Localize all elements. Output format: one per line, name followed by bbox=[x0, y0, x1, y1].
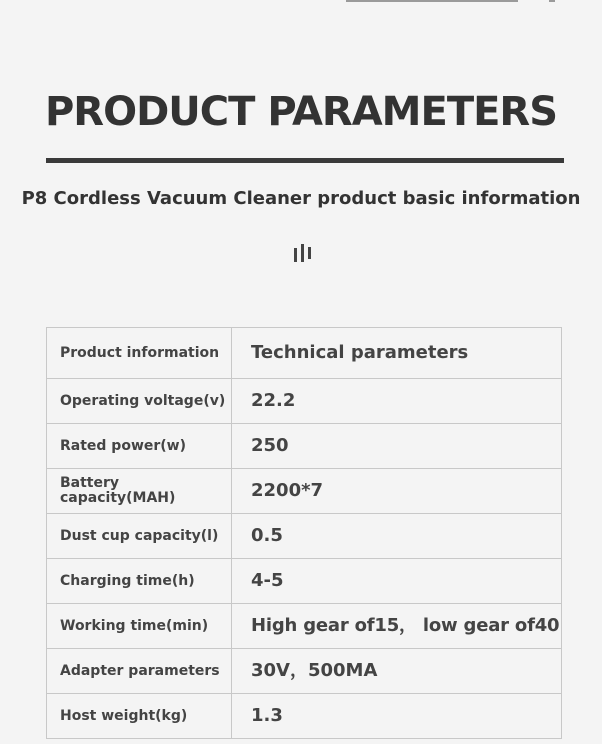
table-header-row bbox=[47, 328, 562, 379]
row-value: 1.3 bbox=[232, 694, 562, 739]
row-label: Working time(min) bbox=[47, 604, 232, 649]
table-row bbox=[47, 649, 562, 694]
row-value: 4-5 bbox=[232, 559, 562, 604]
top-cut-text-remnant bbox=[0, 0, 602, 4]
table-row bbox=[47, 559, 562, 604]
row-label: Host weight(kg) bbox=[47, 694, 232, 739]
column-header-technical-parameters: Technical parameters bbox=[232, 328, 562, 379]
spec-table bbox=[46, 327, 562, 739]
row-label: Operating voltage(v) bbox=[47, 379, 232, 424]
row-label: Charging time(h) bbox=[47, 559, 232, 604]
cut-off-line bbox=[346, 0, 518, 2]
table-row bbox=[47, 424, 562, 469]
row-label: Rated power(w) bbox=[47, 424, 232, 469]
row-value: 22.2 bbox=[232, 379, 562, 424]
decorative-bars-icon bbox=[294, 244, 318, 262]
row-value: High gear of15， low gear of40 bbox=[232, 604, 562, 649]
cut-off-mark bbox=[549, 0, 555, 2]
table-row bbox=[47, 469, 562, 514]
table-row bbox=[47, 604, 562, 649]
row-label: Dust cup capacity(l) bbox=[47, 514, 232, 559]
row-value: 0.5 bbox=[232, 514, 562, 559]
table-row bbox=[47, 514, 562, 559]
table-row bbox=[47, 694, 562, 739]
column-header-product-information: Product information bbox=[47, 328, 232, 379]
row-value: 2200*7 bbox=[232, 469, 562, 514]
title-divider bbox=[46, 158, 564, 163]
table-row bbox=[47, 379, 562, 424]
row-value: 30V，500MA bbox=[232, 649, 562, 694]
row-label: Adapter parameters bbox=[47, 649, 232, 694]
row-value: 250 bbox=[232, 424, 562, 469]
row-label: Battery capacity(MAH) bbox=[47, 469, 232, 514]
page-subtitle: P8 Cordless Vacuum Cleaner product basic information bbox=[21, 188, 581, 209]
page-title: PRODUCT PARAMETERS bbox=[44, 89, 558, 135]
